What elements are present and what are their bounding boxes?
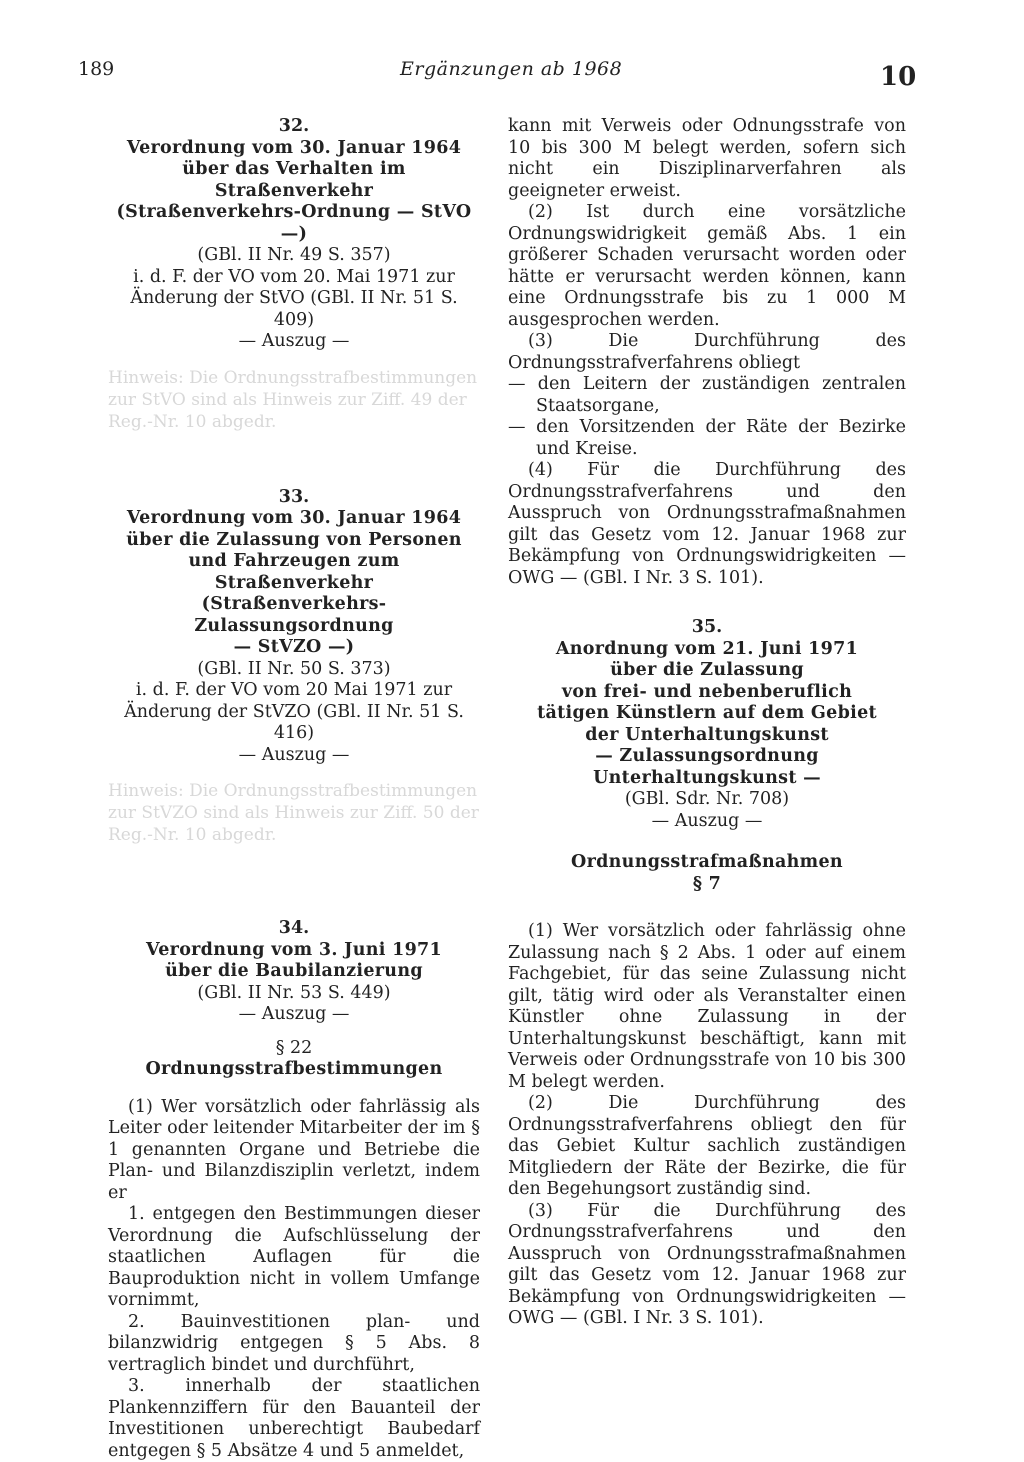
continued-clause-4: (4) Für die Durchführung des Ordnungsstrafverfahrens und den Ausspruch von Ordnungsstrafmaßnahmen gilt das Gesetz vom 12. Januar 1968 zur Bekämpfung von Ordnungswidrigkeiten — OWG — (GBl. I Nr. 3 S. 101). [508,460,906,588]
section-32-ref-line-3: Änderung der StVO (GBl. II Nr. 51 S. 409) [130,288,458,330]
section-35-number: 35. [691,617,723,637]
register-number: 10 [880,62,917,92]
section-35-heading: Ordnungsstrafmaßnahmen [571,852,843,872]
section-33-title-line-5: — StVZO —) [233,637,355,657]
section-33-title-line-2: über die Zulassung von Personen [126,529,462,550]
section-32-number: 32. [278,116,310,136]
section-34-clause-1: (1) Wer vorsätzlich oder fahrlässig als Leiter oder leitender Mitarbeiter der im § 1 genannten Organe und Betriebe die Plan- und Bilanzdisziplin verletzt, indem er [108,1096,480,1203]
section-34-paragraph-title: Ordnungsstrafbestimmungen [145,1059,443,1079]
continued-clause-2: (2) Ist durch eine vorsätzliche Ordnungswidrigkeit gemäß Abs. 1 ein größerer Schaden verursacht worden oder hätte er verursacht werden können, kann eine Ordnungsstrafe bis zu 1 000 M ausgesprochen werden. [508,202,906,330]
section-33-hint: Hinweis: Die Ordnungsstrafbestimmungen zur StVZO sind als Hinweis zur Ziff. 50 der Reg.-Nr. 10 abgedr. [108,781,479,845]
section-35-title-line-1: Anordnung vom 21. Juni 1971 [555,638,859,659]
section-35 [508,617,906,1330]
section-34-title-line-1: Verordnung vom 3. Juni 1971 [145,939,443,960]
section-34-number: 34. [278,918,310,938]
section-32-title-line-2: über das Verhalten im Straßenverkehr [182,159,406,201]
section-35-title-line-4: tätigen Künstlern auf dem Gebiet [537,703,877,723]
section-33-ref-line-3: Änderung der StVZO (GBl. II Nr. 51 S. 416) [124,701,464,743]
section-35-title-line-6: — Zulassungsordnung Unterhaltungskunst — [593,746,821,788]
section-35-clause-1: (1) Wer vorsätzlich oder fahrlässig ohne Zulassung nach § 2 Abs. 1 oder auf einem Fachgebiet, für das seine Zulassung nicht gilt, tätig wird oder als Veranstalter einen Künstler ohne Zulassung in der Unterhaltungskunst beschäftigt, kann mit Verweis oder Ordnungsstrafe von 10 bis 300 M belegt werden. [508,921,906,1092]
section-32-ref-line-1: (GBl. II Nr. 49 S. 357) [197,245,391,265]
section-32-hint: Hinweis: Die Ordnungsstrafbestimmungen zur StVO sind als Hinweis zur Ziff. 49 der Reg.-Nr. 10 abgedr. [108,367,478,432]
section-33-title-line-4: (Straßenverkehrs-Zulassungsordnung [194,594,394,636]
section-35-title-line-3: von frei- und nebenberuflich [561,681,853,702]
section-34 [108,918,480,1462]
section-33-title-line-3: und Fahrzeugen zum Straßenverkehr [188,551,400,593]
section-32-title-line-1: Verordnung vom 30. Januar 1964 [126,137,462,158]
running-title: Ergänzungen ab 1968 [400,58,623,80]
section-33-excerpt: — Auszug — [238,744,350,765]
continued-clause-1: kann mit Verweis oder Odnungsstrafe von 10 bis 300 M belegt werden, sofern sich nicht ein Disziplinarverfahren als geeigneter erweist. [508,116,906,201]
section-34-excerpt: — Auszug — [238,1004,350,1024]
section-32 [108,116,480,433]
left-column [108,116,480,1462]
section-35-title-line-5: der Unterhaltungskunst [585,724,829,745]
section-33-ref-line-1: (GBl. II Nr. 50 S. 373) [197,658,391,679]
section-34-continued [508,116,906,589]
section-35-paragraph-sign: § 7 [692,873,722,894]
dash-item-2: — den Vorsitzenden der Räte der Bezirke und Kreise. [508,417,906,459]
section-33 [108,487,480,847]
section-35-clause-3: (3) Für die Durchführung des Ordnungsstrafverfahrens und den Ausspruch von Ordnungsstrafmaßnahmen gilt das Gesetz vom 12. Januar 1968 zur Bekämpfung von Ordnungswidrigkeiten — OWG — (GBl. I Nr. 3 S. 101). [508,1200,906,1328]
section-32-title-line-3: (Straßenverkehrs-Ordnung — StVO —) [116,202,472,244]
section-32-ref-line-2: i. d. F. der VO vom 20. Mai 1971 zur [133,266,455,287]
section-33-number: 33. [278,486,310,507]
section-34-ref-line-1: (GBl. II Nr. 53 S. 449) [197,982,391,1003]
section-33-title-line-1: Verordnung vom 30. Januar 1964 [126,508,462,528]
dash-item-1: — den Leitern der zuständigen zentralen Staatsorgane, [508,374,906,416]
page-number: 189 [78,58,115,80]
section-34-item-1: 1. entgegen den Bestimmungen dieser Verordnung die Aufschlüsselung der staatlichen Auflagen für die Bauproduktion nicht in vollem Umfange vornimmt, [108,1204,480,1310]
section-34-item-2: 2. Bauinvestitionen plan- und bilanzwidrig entgegen § 5 Abs. 8 vertraglich bindet und durchführt, [108,1311,480,1375]
section-35-excerpt: — Auszug — [651,810,763,831]
section-35-title-line-2: über die Zulassung [610,660,804,680]
section-34-paragraph-sign: § 22 [275,1037,313,1058]
continued-clause-3: (3) Die Durchführung des Ordnungsstrafverfahrens obliegt [508,331,906,373]
section-35-clause-2: (2) Die Durchführung des Ordnungsstrafverfahrens obliegt den für das Gebiet Kultur sachlich zuständigen Mitgliedern der Räte der Bezirke, die für den Begehungsort zuständig sind. [508,1093,906,1199]
right-column [508,116,906,1330]
section-34-item-3: 3. innerhalb der staatlichen Plankennziffern für den Bauanteil der Investitionen unberechtigt Baubedarf entgegen § 5 Absätze 4 und 5 anmeldet, [108,1376,480,1461]
section-32-excerpt: — Auszug — [238,331,350,351]
section-35-ref-line-1: (GBl. Sdr. Nr. 708) [624,789,790,809]
section-34-title-line-2: über die Baubilanzierung [165,961,423,981]
section-33-ref-line-2: i. d. F. der VO vom 20 Mai 1971 zur [135,680,453,700]
